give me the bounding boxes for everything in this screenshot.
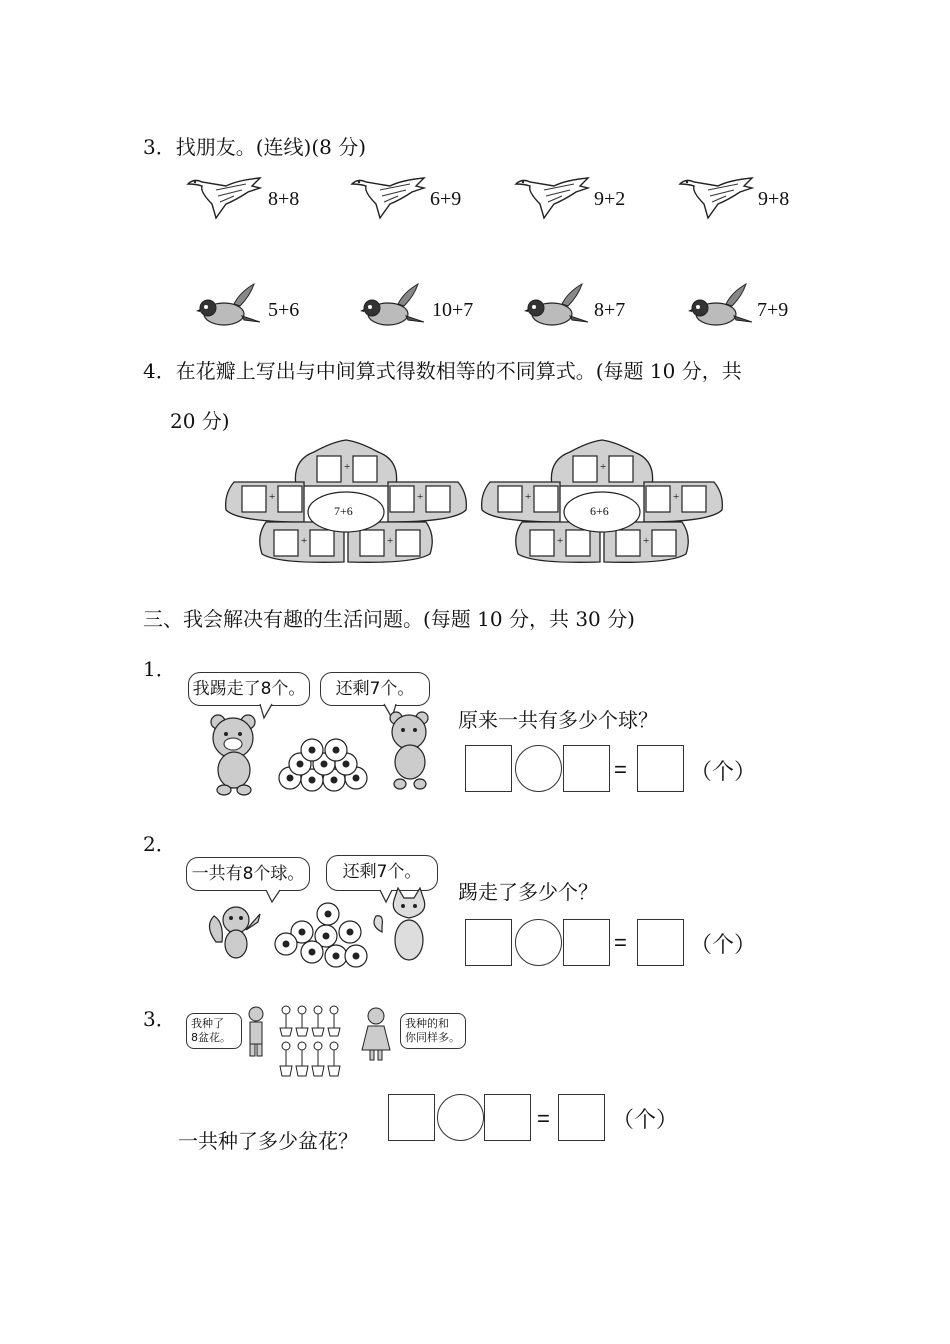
bird-icon (360, 282, 426, 332)
swan-expr: 9+2 (594, 188, 626, 210)
swan-icon (186, 174, 266, 220)
swan-expr: 8+8 (268, 188, 300, 210)
section-3-title: 三、我会解决有趣的生活问题。(每题 10 分，共 30 分) (143, 607, 635, 631)
swan-expr: 6+9 (430, 188, 462, 210)
problem-2-question: 踢走了多少个？ (458, 880, 598, 904)
answer-box-1[interactable] (465, 919, 512, 966)
problem-1-question: 原来一共有多少个球？ (458, 708, 658, 732)
answer-box-2[interactable] (563, 919, 610, 966)
flower-2 (478, 438, 726, 566)
operator-circle[interactable] (515, 745, 562, 792)
swan-item-3[interactable] (514, 174, 634, 220)
swan-item-4[interactable] (678, 174, 798, 220)
answer-box-1[interactable] (465, 745, 512, 792)
speech-bubble-left: 一共有8个球。 (186, 857, 310, 891)
children-and-flowerpots-illustration (240, 1002, 400, 1082)
question-4-title-line2: 20 分) (170, 409, 230, 433)
answer-box-2[interactable] (484, 1094, 531, 1141)
plus-sign: + (344, 461, 351, 473)
bird-expr: 5+6 (268, 299, 300, 321)
swan-icon (514, 174, 594, 220)
question-4-title-line1: 4．在花瓣上写出与中间算式得数相等的不同算式。(每题 10 分，共 (143, 359, 742, 383)
speech-bubble-left: 我踢走了8个。 (188, 672, 310, 706)
swan-item-1[interactable] (186, 174, 306, 220)
bird-expr: 7+9 (757, 299, 789, 321)
answer-box-2[interactable] (563, 745, 610, 792)
bird-expr: 10+7 (432, 299, 474, 321)
plus-sign: + (673, 491, 680, 503)
bird-icon (196, 282, 262, 332)
unit-label: （个） (690, 933, 757, 958)
problem-1-number: 1． (143, 657, 176, 681)
speech-bubble-right: 还剩7个。 (326, 855, 438, 891)
bird-item-3[interactable] (524, 282, 644, 332)
plus-sign: + (525, 491, 532, 503)
bird-item-4[interactable] (688, 282, 808, 332)
problem-2-number: 2． (143, 832, 176, 856)
swan-expr: 9+8 (758, 188, 790, 210)
result-box[interactable] (637, 919, 684, 966)
flower-center-expr: 6+6 (590, 504, 609, 518)
flower-1 (222, 438, 470, 566)
question-3-title: 3．找朋友。(连线)(8 分) (143, 135, 367, 159)
equals-sign: = (614, 757, 627, 782)
speech-bubble-right: 我种的和 你同样多。 (400, 1013, 466, 1049)
squirrel-cat-balls-illustration (206, 886, 436, 970)
plus-sign: + (387, 535, 394, 547)
bird-item-2[interactable] (360, 282, 490, 332)
result-box[interactable] (637, 745, 684, 792)
plus-sign: + (301, 535, 308, 547)
bird-item-1[interactable] (196, 282, 316, 332)
unit-label: （个） (612, 1108, 679, 1133)
unit-label: （个） (690, 760, 757, 785)
bird-icon (688, 282, 754, 332)
speech-bubble-right: 还剩7个。 (320, 672, 430, 706)
swan-item-2[interactable] (350, 174, 470, 220)
equals-sign: = (614, 930, 627, 955)
flower-petals (222, 438, 470, 566)
plus-sign: + (643, 535, 650, 547)
plus-sign: + (269, 491, 276, 503)
operator-circle[interactable] (437, 1094, 484, 1141)
speech-bubble-left: 我种了 8盆花。 (186, 1013, 242, 1049)
result-box[interactable] (558, 1094, 605, 1141)
equals-sign: = (537, 1106, 550, 1131)
problem-3-question: 一共种了多少盆花？ (178, 1129, 358, 1153)
bird-icon (524, 282, 590, 332)
plus-sign: + (557, 535, 564, 547)
bird-expr: 8+7 (594, 299, 626, 321)
problem-3-number: 3． (143, 1007, 176, 1031)
flower-petals (478, 438, 726, 566)
swan-icon (350, 174, 430, 220)
plus-sign: + (417, 491, 424, 503)
swan-icon (678, 174, 758, 220)
bears-and-balls-illustration (200, 700, 440, 800)
answer-box-1[interactable] (388, 1094, 435, 1141)
operator-circle[interactable] (515, 919, 562, 966)
plus-sign: + (600, 461, 607, 473)
flower-center-expr: 7+6 (334, 504, 353, 518)
